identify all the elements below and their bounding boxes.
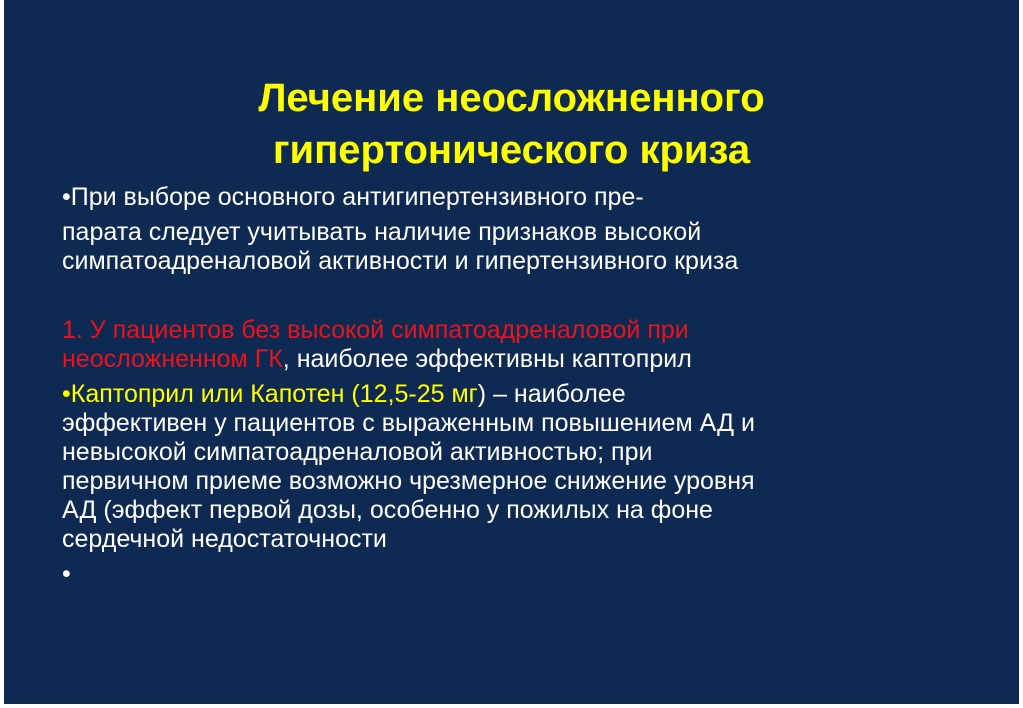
- paragraph-2-line-1: [62, 316, 1002, 345]
- empty-bullet: •: [62, 560, 71, 588]
- paragraph-3-line-2: эффективен у пациентов с выраженным повышением АД и: [62, 409, 755, 437]
- paragraph-2-line-2: [62, 345, 1002, 374]
- paragraph-1-line-2: парата следует учитывать наличие признаков высокой: [62, 218, 702, 246]
- title-line-1: Лечение неосложненного: [258, 76, 765, 120]
- slide-body: [62, 183, 1002, 589]
- paragraph-2-red-line-2: неосложненном ГК: [62, 345, 283, 373]
- slide-title: [4, 72, 1019, 176]
- paragraph-3-bullet: •: [62, 380, 71, 408]
- paragraph-3-line-6: сердечной недостаточности: [62, 525, 387, 553]
- paragraph-3-line-4: первичном приеме возможно чрезмерное снижение уровня: [62, 467, 755, 495]
- paragraph-spacer: [62, 276, 1002, 316]
- paragraph-2-rest: , наиболее эффективны каптоприл: [282, 345, 692, 373]
- paragraph-1-line-3: симпатоадреналовой активности и гипертензивного криза: [62, 247, 739, 275]
- paragraph-3-drug: Каптоприл или Капотен (12,5-25 мг: [70, 380, 478, 408]
- slide: [4, 0, 1019, 704]
- paragraph-3-rest-line-1: ) – наиболее: [477, 380, 626, 408]
- paragraph-2-red-line-1: 1. У пациентов без высокой симпатоадреналовой при: [62, 316, 689, 344]
- title-line-2: гипертонического криза: [272, 128, 751, 172]
- paragraph-3-line-5: АД (эффект первой дозы, особенно у пожилых на фоне: [62, 496, 713, 524]
- paragraph-1-line-1: •При выборе основного антигипертензивного пре-: [62, 183, 644, 211]
- paragraph-3-line-3: невысокой симпатоадреналовой активностью; при: [62, 438, 653, 466]
- paragraph-3-line-1: [62, 380, 1002, 409]
